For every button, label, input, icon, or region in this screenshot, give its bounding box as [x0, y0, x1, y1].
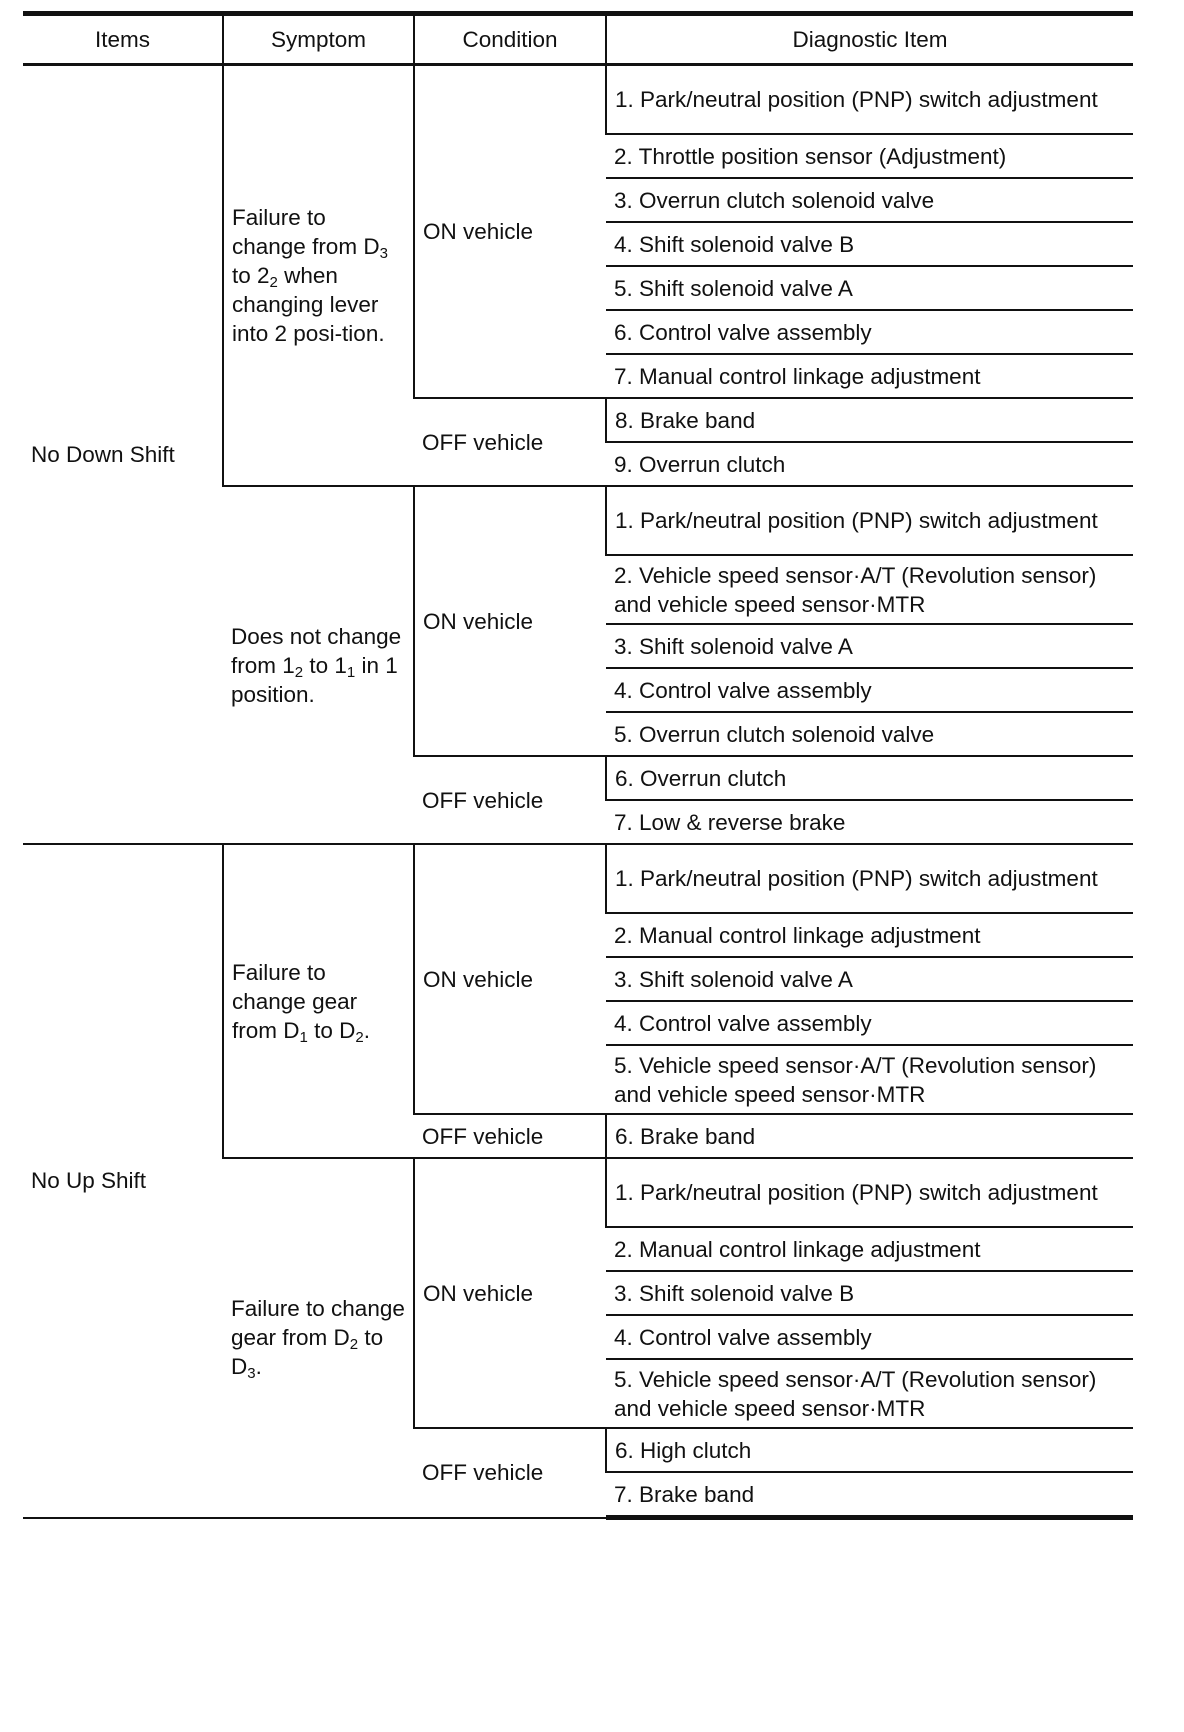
condition-cell: OFF vehicle [414, 756, 606, 844]
diagnostic-item: 9. Overrun clutch [606, 442, 1133, 486]
diagnostic-item: 2. Vehicle speed sensor·A/T (Revolution sensor) and vehicle speed sensor·MTR [606, 555, 1133, 624]
diagnostic-item: 6. Brake band [606, 1114, 1133, 1158]
header-condition: Condition [414, 14, 606, 65]
symptom-cell: Failure to change gear from $D_1$ to $D_2$. [223, 844, 414, 1158]
symptom-cell: Failure to change gear from $D_2$ to $D_3$. [223, 1158, 414, 1518]
diagnostic-item: 3. Shift solenoid valve A [606, 624, 1133, 668]
diagnostic-item: 3. Overrun clutch solenoid valve [606, 178, 1133, 222]
diagnostic-item: 4. Control valve assembly [606, 1001, 1133, 1045]
header-diagnostic-item: Diagnostic Item [606, 14, 1133, 65]
diagnostic-item: 5. Vehicle speed sensor·A/T (Revolution sensor) and vehicle speed sensor·MTR [606, 1045, 1133, 1114]
table-row [23, 65, 1133, 135]
diagnostic-item: 1. Park/neutral position (PNP) switch adjustment [606, 1158, 1133, 1227]
diagnostic-item: 4. Shift solenoid valve B [606, 222, 1133, 266]
diagnostic-item: 7. Low & reverse brake [606, 800, 1133, 844]
diagnostic-table [23, 11, 1133, 1520]
diagnostic-item: 7. Manual control linkage adjustment [606, 354, 1133, 398]
diagnostic-item: 3. Shift solenoid valve B [606, 1271, 1133, 1315]
condition-cell: OFF vehicle [414, 1114, 606, 1158]
item-no-down-shift: No Down Shift [23, 65, 223, 845]
diagnostic-item: 6. High clutch [606, 1428, 1133, 1472]
symptom-cell: Failure to change from $D_3$ to $2_2$ when changing lever into 2 posi-tion. [223, 65, 414, 487]
diagnostic-item: 1. Park/neutral position (PNP) switch adjustment [606, 65, 1133, 135]
diagnostic-item: 5. Overrun clutch solenoid valve [606, 712, 1133, 756]
diagnostic-item: 4. Control valve assembly [606, 1315, 1133, 1359]
diagnostic-item: 4. Control valve assembly [606, 668, 1133, 712]
condition-cell: ON vehicle [414, 1158, 606, 1428]
diagnostic-item: 2. Throttle position sensor (Adjustment) [606, 134, 1133, 178]
condition-cell: ON vehicle [414, 844, 606, 1114]
diagnostic-item: 6. Control valve assembly [606, 310, 1133, 354]
condition-cell: OFF vehicle [414, 398, 606, 486]
diagnostic-item: 5. Shift solenoid valve A [606, 266, 1133, 310]
item-no-up-shift: No Up Shift [23, 844, 223, 1518]
header-items: Items [23, 14, 223, 65]
condition-cell: OFF vehicle [414, 1428, 606, 1518]
diagnostic-item: 6. Overrun clutch [606, 756, 1133, 800]
diagnostic-item: 5. Vehicle speed sensor·A/T (Revolution sensor) and vehicle speed sensor·MTR [606, 1359, 1133, 1428]
diagnostic-item: 2. Manual control linkage adjustment [606, 913, 1133, 957]
header-symptom: Symptom [223, 14, 414, 65]
diagnostic-item: 7. Brake band [606, 1472, 1133, 1518]
diagnostic-item: 1. Park/neutral position (PNP) switch adjustment [606, 844, 1133, 913]
condition-cell: ON vehicle [414, 486, 606, 756]
symptom-cell: Does not change from $1_2$ to $1_1$ in 1 position. [223, 486, 414, 844]
diagnostic-item: 3. Shift solenoid valve A [606, 957, 1133, 1001]
diagnostic-item: 8. Brake band [606, 398, 1133, 442]
diagnostic-item: 1. Park/neutral position (PNP) switch adjustment [606, 486, 1133, 555]
table-header-row [23, 14, 1133, 65]
diagnostic-item: 2. Manual control linkage adjustment [606, 1227, 1133, 1271]
condition-cell: ON vehicle [414, 65, 606, 399]
